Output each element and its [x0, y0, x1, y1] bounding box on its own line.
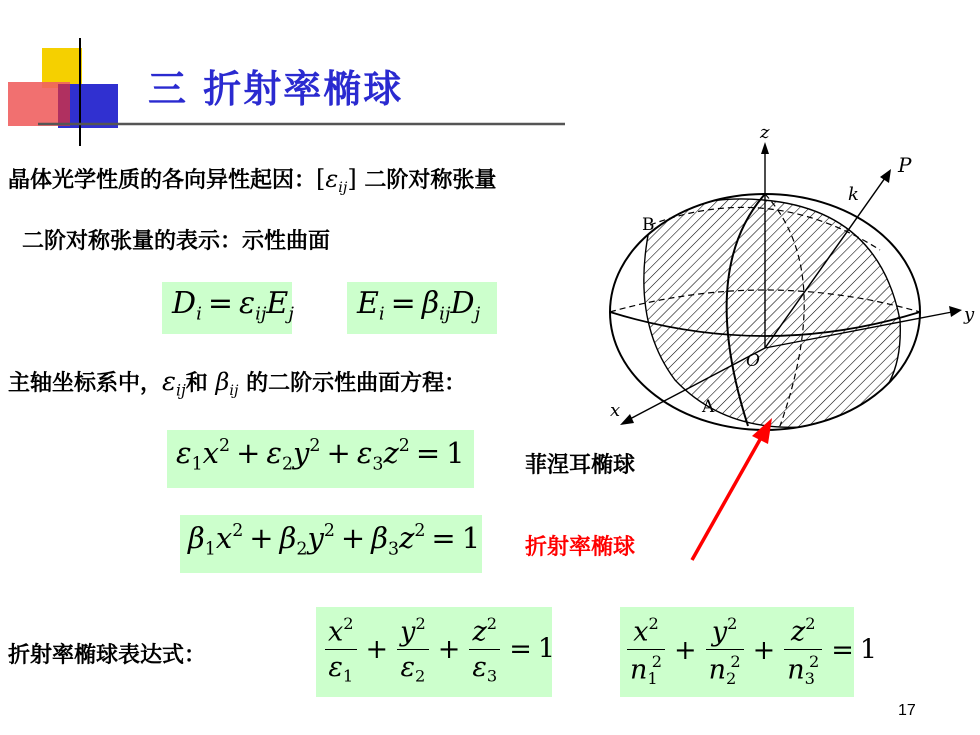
red-pointer-arrow — [680, 410, 790, 570]
principal-axis-and: 和 — [185, 371, 208, 396]
beta-ij-symbol: $\beta_{ij}$ — [215, 368, 239, 400]
formula-d-epsilon-e: $D_i = \varepsilon_{ij}E_j$ — [172, 286, 294, 325]
y-axis-label: y — [964, 304, 975, 325]
formula-e-beta-d: $E_i = \beta_{ij}D_j$ — [357, 286, 481, 325]
principal-axis-line — [8, 366, 466, 399]
fresnel-ellipsoid-label: 菲涅耳椭球 — [525, 453, 636, 478]
slide-title: 三 折射率椭球 — [148, 67, 404, 111]
origin-label: O — [746, 351, 760, 371]
y-arrowhead — [949, 306, 962, 317]
x-axis-label: x — [610, 400, 621, 421]
p-label: P — [898, 153, 912, 177]
k-label: k — [848, 184, 859, 205]
index-equation: $\beta_1x^2 + \beta_2y^2 + \beta_3z^2 = 1$ — [188, 521, 481, 560]
z-axis-label: z — [760, 122, 770, 143]
z-arrowhead — [761, 142, 769, 154]
x-arrowhead — [620, 414, 634, 425]
principal-axis-prefix: 主轴坐标系中， — [8, 371, 163, 396]
index-ellipsoid-label: 折射率椭球 — [525, 535, 636, 560]
anisotropy-suffix: 二阶对称张量 — [364, 168, 497, 193]
principal-axis-suffix: 的二阶示性曲面方程： — [246, 371, 467, 396]
epsilon-ij-symbol: $\varepsilon_{ij}$ — [162, 367, 186, 400]
representation-line: 二阶对称张量的表示：示性曲面 — [22, 229, 331, 254]
page-number: 17 — [898, 702, 916, 719]
anisotropy-line — [8, 163, 496, 196]
index-ellipsoid-figure — [580, 120, 975, 450]
epsilon-fraction-equation: $\frac{x^2}{\varepsilon_1}$ + $\frac{y^2}{\varepsilon_2}$ + $\frac{z^2}{\varepsilon_3}$ = 1 — [322, 614, 555, 686]
anisotropy-prefix: 晶体光学性质的各向异性起因： — [8, 168, 317, 193]
epsilon-tensor-symbol: $[\varepsilon_{ij}]$ — [316, 165, 357, 197]
expression-label: 折射率椭球表达式： — [8, 643, 207, 668]
a-label: A — [702, 397, 715, 417]
red-square-overlap — [58, 84, 70, 126]
b-label: B — [642, 215, 655, 235]
fresnel-equation: $\varepsilon_1x^2 + \varepsilon_2y^2 + \varepsilon_3z^2 = 1$ — [176, 436, 465, 475]
hatched-section — [644, 199, 900, 427]
n-fraction-equation: $\frac{x^2}{n_1^2}$ + $\frac{y^2}{n_2^2}$ + $\frac{z^2}{n_3^2}$ = 1 — [624, 614, 877, 688]
k-arrowhead — [880, 169, 891, 183]
